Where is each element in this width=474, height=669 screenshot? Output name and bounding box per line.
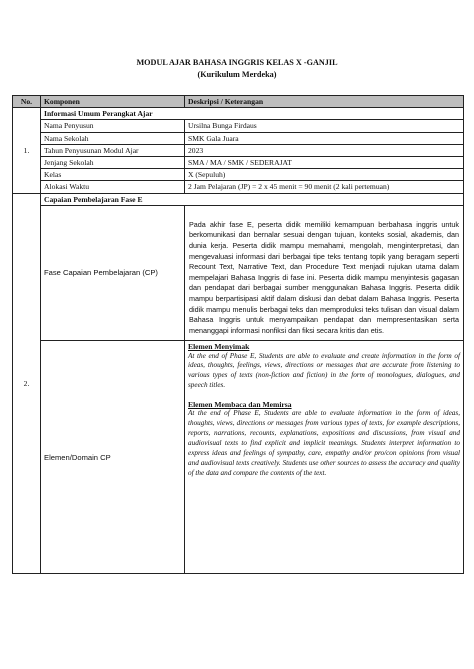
row-value: X (Sepuluh): [185, 169, 464, 181]
section1-heading-row: [13, 108, 464, 120]
row-label: Nama Penyusun: [41, 120, 185, 132]
table-row: [13, 181, 464, 193]
elemen-menyimak-title: Elemen Menyimak: [188, 342, 250, 352]
module-table: [12, 95, 464, 574]
elemen-content: [185, 341, 464, 574]
table-row: [13, 120, 464, 132]
document-subtitle: (Kurikulum Merdeka): [197, 70, 277, 79]
spacer: [188, 391, 460, 400]
elemen-label: Elemen/Domain CP: [41, 341, 185, 574]
elemen-membaca-title: Elemen Membaca dan Memirsa: [188, 400, 292, 410]
cp-row: [13, 205, 464, 341]
section1-heading: Informasi Umum Perangkat Ajar: [41, 108, 464, 120]
section1-number: 1.: [13, 108, 41, 193]
elemen-row: [13, 341, 464, 574]
row-label: Nama Sekolah: [41, 132, 185, 144]
row-label: Jenjang Sekolah: [41, 157, 185, 169]
table-row: [13, 132, 464, 144]
section2-heading-row: [13, 193, 464, 205]
header-no: No.: [13, 96, 41, 108]
row-label: Alokasi Waktu: [41, 181, 185, 193]
row-value: SMA / MA / SMK / SEDERAJAT: [185, 157, 464, 169]
row-label: Kelas: [41, 169, 185, 181]
table-row: [13, 169, 464, 181]
elemen-menyimak-text: At the end of Phase E, Students are able to evaluate and create information in the form of ideas, thoughts, feelings, views, directions or messages that are accurate from listening to various types of texts (non-fiction and fiction) in the form of monologues, dialogues, and speech titles.: [188, 351, 460, 390]
table-header-row: [13, 96, 464, 108]
section2-number: 2.: [13, 193, 41, 574]
row-label: Tahun Penyusunan Modul Ajar: [41, 144, 185, 156]
elemen-membaca-text: At the end of Phase E, Students are able to evaluate information in the form of ideas, thoughts, views, directions or messages from various types of texts, for example descriptions, reports, narrations, recounts, explanations, expositions and discussions, from visual and audiovisual texts to find explicit and implicit meanings. Students interpret information to express ideas and feelings of sympathy, care, empathy and/or pro/con opinions from visual and audiovisual texts creatively. Students use other sources to assess the accuracy and quality of the data and compare the contents of the text.: [188, 409, 460, 477]
section2-heading: Capaian Pembelajaran Fase E: [41, 193, 464, 205]
header-deskripsi: Deskripsi / Keterangan: [185, 96, 464, 108]
row-value: Ursilna Bunga Firdaus: [185, 120, 464, 132]
table-row: [13, 144, 464, 156]
cp-text: Pada akhir fase E, peserta didik memiliki kemampuan berbahasa inggris untuk berkomunikasi dan bernalar sesuai dengan tujuan, konteks sosial, akademis, dan dunia kerja. Peserta didik mampu memahami, mengolah, menginterpretasi, dan mengevaluasi informasi dari berbagai tipe teks tentang topik yang beragam seperti Recount Text, Narrative Text, dan Procedure Text menjadi rujukan utama dalam mempelajari Bahasa Inggris di fase ini. Peserta didik mampu menyintesis gagasan dan pendapat dari berbagai sumber menggunakan Bahasa Inggris. Peserta didik mampu berpartisipasi aktif dalam diskusi dan debat dalam Bahasa Inggris. Peserta didik mampu menulis berbagai teks dan memproduksi teks tulisan dan visual dalam Bahasa Inggris untuk menyampaikan pendapat dan mempresentasikan serta menanggapi informasi nonfiksi dan fiksi secara kritis dan etis.: [185, 205, 464, 341]
header-komponen: Komponen: [41, 96, 185, 108]
row-value: SMK Gala Juara: [185, 132, 464, 144]
row-value: 2023: [185, 144, 464, 156]
cp-label: Fase Capaian Pembelajaran (CP): [41, 205, 185, 341]
row-value: 2 Jam Pelajaran (JP) = 2 x 45 menit = 90 menit (2 kali pertemuan): [185, 181, 464, 193]
document-title: MODUL AJAR BAHASA INGGRIS KELAS X -GANJIL: [136, 58, 338, 67]
table-row: [13, 157, 464, 169]
